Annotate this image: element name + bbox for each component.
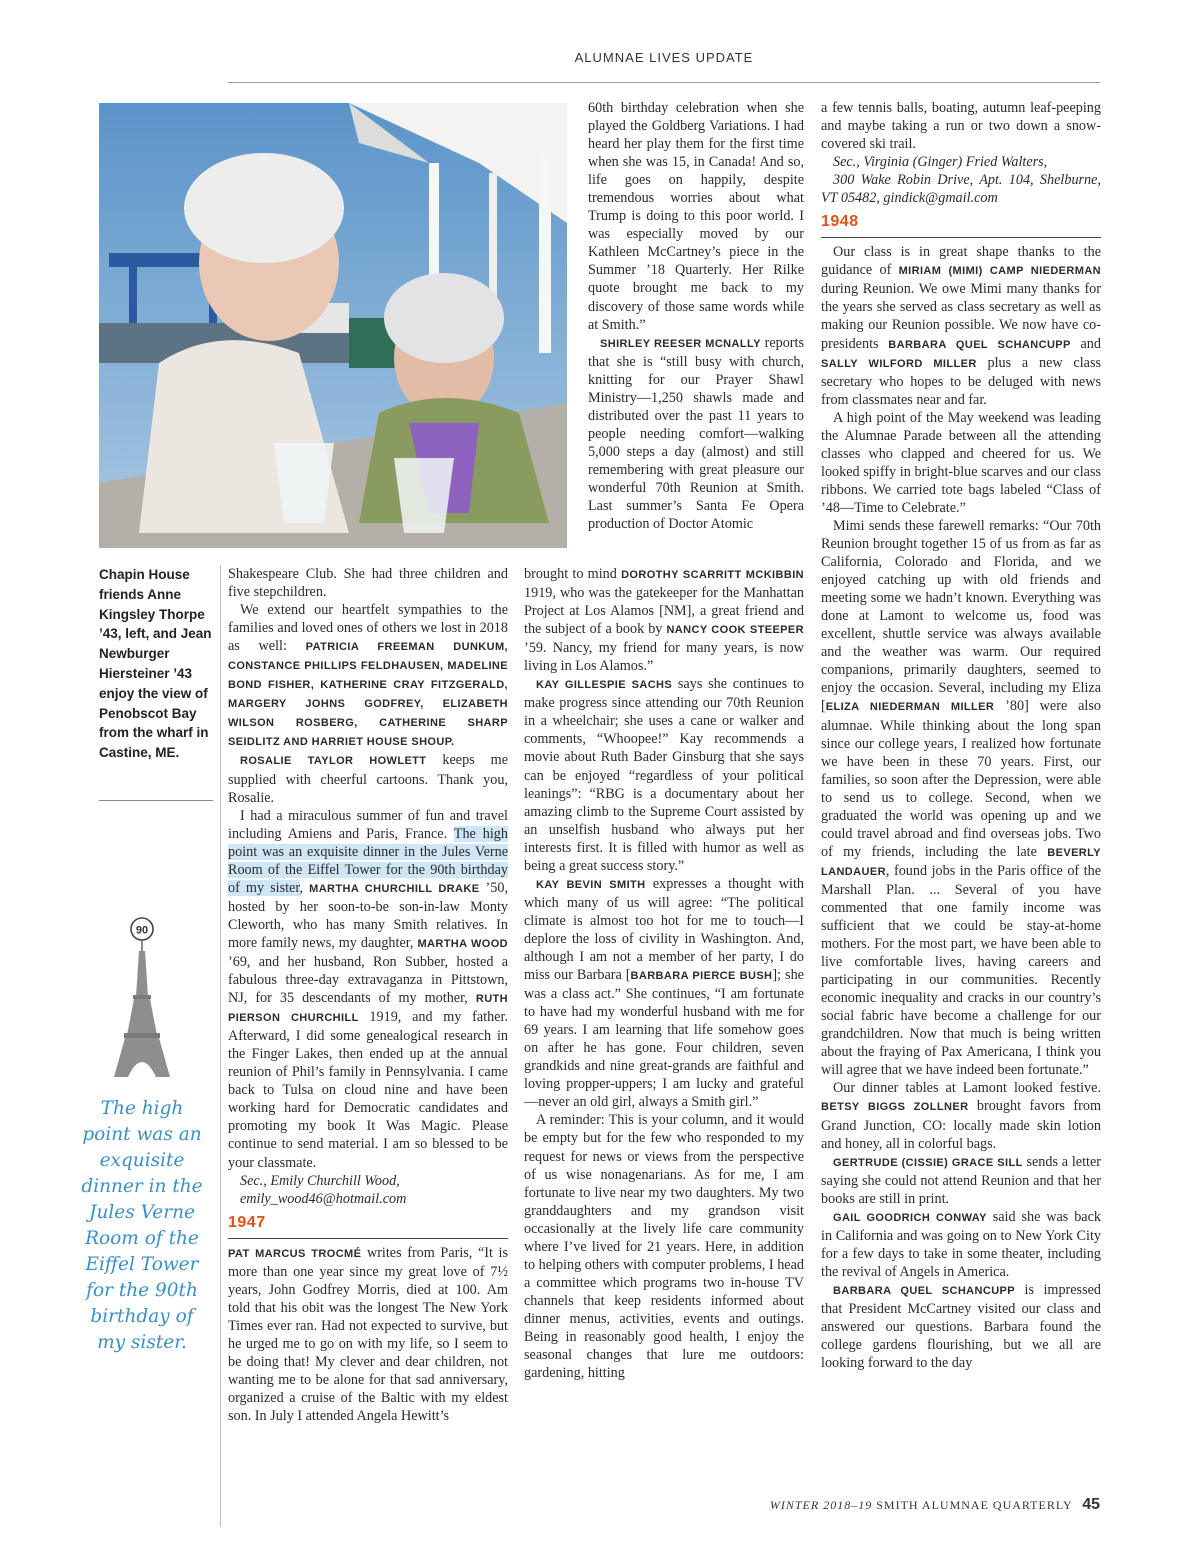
paragraph-text: said she was back in California and was going on to New York City for a few days to take in some theater, including the revival of Angels in America. [821,1208,1101,1280]
paragraph-text: 1919, and my father. Afterward, I did some genealogical research in the Finger Lakes, then ended up at the annual reunion of Phil’s family in Pennsylvania. I came back to Tulsa on cloud nine and have been working hard for Democratic candidates and promoting my book It Was Magic. Please continue to send material. I am so blessed to be your classmate. [228,1009,508,1171]
page-footer [700,1496,1100,1514]
paragraph-text: I had a miraculous summer of fun and travel including Amiens and Paris, France. [228,807,508,842]
photo-caption: Chapin House friends Anne Kingsley Thorpe ’43, left, and Jean Newburger Hiersteiner ’43 enjoy the view of Penobscot Bay from the wharf in Castine, ME. [99,567,212,761]
paragraph [228,751,508,806]
person-name: BARBARA QUEL SCHANCUPP [888,338,1071,351]
class-year-heading: 1948 [821,213,859,231]
header-rule [228,82,1100,83]
paragraph: a few tennis balls, boating, autumn leaf-peeping and maybe taking a run or two down a snow-covered ski trail. [821,100,1101,153]
paragraph: 60th birthday celebration when she played the Goldberg Variations. I had heard her play them for the first time when she was 15, in Canada! And so, life goes on happily, despite tremendous worries about what Trump is doing to this poor world. I was especially moved by our Kathleen McCartney’s piece in the Summer ’18 Quarterly. Her Rilke quote brought me back to my discovery of those same words while at Smith.” [588,100,804,333]
person-name: PAT MARCUS TROCMÉ [228,1247,362,1260]
paragraph-text: ’69, and her husband, Ron Subber, hosted a fabulous three-day extravaganza in Pittstown, NJ, for 35 descendants of my mother, [228,953,508,1007]
highlighted-text: The high point was an exquisite dinner in the Jules Verne Room of the Eiffel Tower for the 90th birthday of my sister [228,825,508,896]
paragraph-text: brought to mind [524,566,622,582]
pull-quote: The high point was an exquisite dinner in the Jules Verne Room of the Eiffel Tower for the 90th birthday of my sister. [81,1098,203,1353]
secretary-address: 300 Wake Robin Drive, Apt. 104, Shelburne, VT 05482, gindick@gmail.com [821,172,1101,207]
secretary-name: Sec., Virginia (Ginger) Fried Walters, [833,154,1048,171]
person-name: SALLY WILFORD MILLER [821,357,977,370]
column-3 [821,99,1101,1372]
paragraph-text: expresses a thought with which many of us will agree: “The political climate is almost too hot for me to touch—I deplore the loss of civility in Washington. And, although I am not a member of her party, I do miss our Barbara [ [524,875,804,984]
ninety-badge: 90 [135,924,149,937]
paragraph-text: during Reunion. We owe Mimi many thanks for the years she served as class secretary as well as making our Reunion possible. We now have co-presidents [821,281,1101,352]
person-name: MARTHA WOOD [417,937,508,950]
person-name: MIRIAM (MIMI) CAMP NIEDERMAN [898,265,1102,278]
paragraph-text: ]; she was a class act.” She continues, “I am fortunate to have had my wonderful husband with me for 69 years. I am learning that life somehow goes on after he has gone. Four children, seven grandkids and nine great-grands are faithful and loving propper-uppers; I am lucky and grateful—never an old girl, always a Smith girl.” [524,967,804,1111]
column-1 [228,565,508,1425]
paragraph-text: , found jobs in the Paris office of the Marshall Plan. ... Several of you have commented that one family income was sufficient that we could be stay-at-home mothers. For the most part, we have been able to live comfortable lives, having careers and participating in our communities. Recently economic inequality and cracks in our country’s social fabric have become a challenge for our grandchildren. Now that much is being written about the fraying of Pax Americana, I think you will agree that we have indeed been fortunate.” [821,862,1101,1079]
person-name: SHIRLEY REESER MCNALLY [600,337,761,350]
secretary-email: emily_wood46@hotmail.com [240,1190,407,1207]
paragraph: A high point of the May weekend was leading the Alumnae Parade between all the attending classes who clapped and cheered for us. We looked spiffy in bright-blue scarves and our class ribbons. We carried tote bags labeled “Class of ’48—Time to Celebrate.” [821,409,1101,516]
paragraph-text: ’50, hosted by her soon-to-be son-in-law Monty Cleworth, who has many Smith relatives. In more family news, my daughter, [228,879,508,951]
person-name: RUTH PIERSON CHURCHILL [228,993,508,1025]
person-name: BEVERLY LANDAUER [821,846,1101,878]
paragraph-text: Our dinner tables at Lamont looked festive. [833,1080,1101,1097]
photo-two-women-wharf [99,103,567,548]
paragraph [524,565,804,675]
person-name: BARBARA PIERCE BUSH [630,970,773,983]
person-name: KAY GILLESPIE SACHS [536,679,673,692]
person-name: GERTRUDE (CISSIE) GRACE SILL [833,1156,1023,1169]
page-number: 45 [1082,1496,1100,1513]
person-name: GAIL GOODRICH CONWAY [833,1211,987,1224]
person-name: KAY BEVIN SMITH [536,878,646,891]
paragraph [588,334,804,534]
paragraph [228,601,508,751]
class-year-section [821,211,1101,238]
caption-rule [99,800,213,801]
paragraph [524,875,804,1112]
paragraph [228,807,508,1172]
paragraph [821,243,1101,408]
class-year-section [228,1212,508,1239]
paragraph [228,1244,508,1425]
paragraph [524,675,804,875]
paragraph-text: brought favors from Grand Junction, CO: locally made skin lotion and honey, all in colorful bags. [821,1098,1101,1152]
paragraph-text: ’80] were also alumnae. While thinking about the long span since our college years, I realized how fortunate we have been in these 70 years. First, our families, so soon after the Depression, were able to send us to college. Second, when we graduated the world was opening up and we could travel abroad and find overseas jobs. Two of my friends, including the late [821,698,1101,860]
paragraph [821,517,1101,1079]
footer-publication: SMITH ALUMNAE QUARTERLY [876,1498,1073,1512]
column-2-top [588,99,804,533]
person-name: BARBARA QUEL SCHANCUPP [833,1284,1016,1297]
paragraph [821,1079,1101,1152]
paragraph-text: plus a new class secretary who hopes to be deluged with news from classmates near and far. [821,354,1101,408]
paragraph-text: says she continues to make progress since attending our 70th Reunion in a wheelchair; she uses a cane or walker and comments, “Whoopee!” Kay recommends a movie about Ruth Bader Ginsburg that she says can be enjoyed “regardless of your political leanings”: “RBG is a documentary about her amazing climb to the Supreme Court assisted by an unselfish husband who always put her interests first. It is filled with humor as well as being a great success story.” [524,676,804,874]
paragraph: A reminder: This is your column, and it would be empty but for the few who responded to my request for news or views from the perspective of us wise nonagenarians. As for me, I am fortunate to live near my two daughters. My two granddaughters and my grandson visit occasionally at the lively life care community where I’ve lived for 21 years. Here, in addition to helping others with computer problems, I head a committee which programs two in-house TV channels that keep residents informed about dinner menus, activities, events and outings. Being in reasonably good health, I enjoy the seasonal changes that lure me outdoors: gardening, hitting [524,1112,804,1382]
section-header: ALUMNAE LIVES UPDATE [574,50,754,65]
year-rule [228,1238,508,1239]
person-name: ELIZA NIEDERMAN MILLER [825,701,995,714]
paragraph: Shakespeare Club. She had three children and five stepchildren. [228,566,508,601]
paragraph [821,1281,1101,1372]
paragraph-text: sends a letter saying she could not attend Reunion and that her books are still in print. [821,1153,1101,1207]
column-divider [220,565,221,1527]
paragraph-text: reports that she is “still busy with church, knitting for our Prayer Shawl Ministry—1,250 shawls made and distributed over the past 11 years to people needing comfort—walking 5,000 steps a day (almost) and still remembering with great pleasure our wonderful 70th Reunion at Smith. Last summer’s Santa Fe Opera production of Doctor Atomic [588,334,804,533]
footer-issue: WINTER 2018–19 [769,1498,873,1512]
paragraph-text: Mimi sends these farewell remarks: “Our 70th Reunion brought together 15 of us from as far as California, Colorado and Florida, and we enjoyed catching up with old friends and meeting some we hadn’t known. Everything was done at Lamont to welcome us, food was excellent, shuttle service was always available and the weather was warm. Our required companions, primarily daughters, seemed to enjoy the occasion. Several, including my Eliza [ [821,517,1101,715]
paragraph [821,1208,1101,1281]
paragraph-text: is impressed that President McCartney visited our class and answered our questions. Barbara found the college gardens flourishing, but we all are looking forward to the day [821,1281,1101,1372]
photo-illustration [99,103,567,548]
paragraph-text: , [299,879,310,896]
class-year-heading: 1947 [228,1213,266,1231]
column-2 [524,565,804,1382]
paragraph [821,1153,1101,1208]
paragraph-text: ’59. Nancy, my friend for many years, is now living in Los Alamos.” [524,640,804,675]
person-name: ROSALIE TAYLOR HOWLETT [240,755,427,768]
paragraph-text: writes from Paris, “It is more than one year since my great love of 7½ years, John Godfrey Morris, died at 100. Am told that his obit was the longest The New York Times ever ran. Had not expected to survive, but he urged me to go on with my life, so I seem to be doing that! My clever and dear children, not wanting me to be alone for that sad anniversary, organized a cruise of the Baltic with my eldest son. In July I attended Angela Hewitt’s [228,1244,508,1425]
person-name: BETSY BIGGS ZOLLNER [821,1101,969,1114]
paragraph-text: 1919, who was the gatekeeper for the Manhattan Project at Los Alamos [NM], a great friend and the subject of a book by [524,585,804,638]
paragraph-text: and [1070,335,1101,352]
person-name: NANCY COOK STEEPER [666,624,804,637]
person-name: MARTHA CHURCHILL DRAKE [309,882,480,895]
eiffel-tower-icon [112,917,172,1079]
paragraph-text: Our class is in great shape thanks to the guidance of [821,244,1101,279]
person-name: DOROTHY SCARRITT MCKIBBIN [621,569,804,581]
paragraph-text: keeps me supplied with cheerful cartoons. Thank you, Rosalie. [228,752,508,806]
paragraph-text: We extend our heartfelt sympathies to the families and loved ones of others we lost in 2018 as well: [228,602,508,655]
secretary-name: Sec., Emily Churchill Wood, [240,1172,400,1189]
person-names-list: PATRICIA FREEMAN DUNKUM, CONSTANCE PHILLIPS FELDHAUSEN, MADELINE BOND FISHER, KATHERINE CRAY FITZGERALD, MARGERY JOHNS GODFREY, ELIZABETH WILSON ROSBERG, CATHERINE SHARP SEIDLITZ AND HARRIET HOUSE SHOUP. [228,641,508,749]
year-rule [821,237,1101,238]
